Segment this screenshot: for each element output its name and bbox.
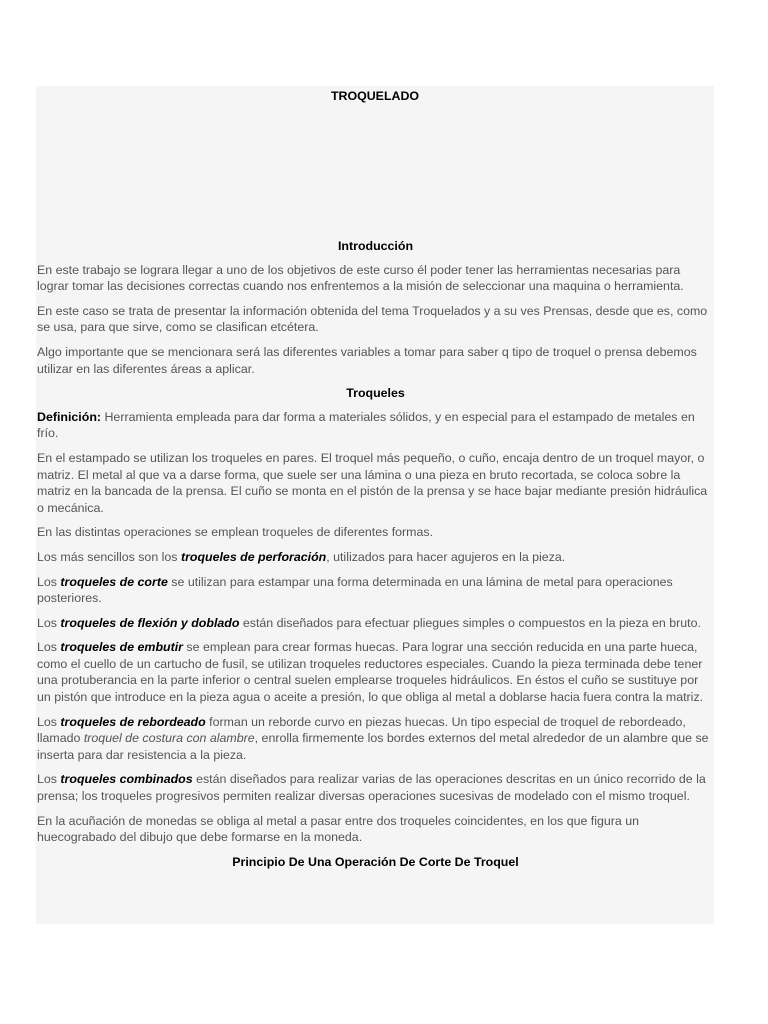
embutir-post: se emplean para crear formas huecas. Para lograr una sección reducida en una parte hueca, como el cuello de un cartucho de fusil, se utilizan troqueles reductores especiales. Cuando la pieza terminada debe tener una protuberancia en la parte inferior o central suelen emplearse troqueles hidráulicos. En éstos el cuño se sustituye por un pistón que introduce en la pieza agua o aceite a presión, lo que obliga al metal a doblarse hacia fuera contra la matriz. — [37, 640, 704, 705]
distintas-paragraph: En las distintas operaciones se emplean troqueles de diferentes formas. — [37, 525, 434, 540]
perforacion-post: , utilizados para hacer agujeros en la pieza. — [326, 549, 566, 564]
monedas-paragraph: En la acuñación de monedas se obliga al metal a pasar entre dos troqueles coincidentes, en los que figura un huecograbado del dibujo que debe formarse en la moneda. — [37, 813, 640, 845]
intro-heading: Introducción — [337, 239, 414, 253]
flexion-term: troqueles de flexión y doblado — [60, 615, 240, 630]
rebordeado-pre: Los — [37, 714, 61, 729]
troqueles-heading: Troqueles — [346, 386, 405, 401]
perforacion-pre: Los más sencillos son los — [37, 549, 181, 564]
combinados-pre: Los — [37, 772, 61, 787]
document-title: TROQUELADO — [330, 89, 420, 103]
corte-pre: Los — [37, 574, 61, 589]
rebordeado-mid: forman un reborde curvo en piezas huecas. Un tipo especial de troquel de rebordeado, llamado — [37, 714, 686, 746]
embutir-pre: Los — [37, 640, 61, 655]
corte-term: troqueles de corte — [60, 574, 168, 589]
perforacion-term: troqueles de perforación — [180, 549, 327, 564]
rebordeado-italic: troquel de costura con alambre — [83, 731, 255, 746]
perforacion-paragraph — [37, 549, 714, 566]
document-page — [36, 86, 714, 924]
combinados-term: troqueles combinados — [60, 772, 193, 787]
rebordeado-post: , enrolla firmemente los bordes externos del metal alrededor de un alambre que se inserta para dar resistencia a la pieza. — [37, 731, 709, 762]
corte-post: se utilizan para estampar una forma determinada en una lámina de metal para operaciones posteriores. — [37, 574, 673, 606]
rebordeado-term: troqueles de rebordeado — [60, 714, 206, 729]
definition-text: Herramienta empleada para dar forma a materiales sólidos, y en especial para el estampado de metales en frío. — [37, 409, 695, 441]
embutir-paragraph — [37, 639, 714, 705]
definition-paragraph — [37, 409, 714, 442]
embutir-term: troqueles de embutir — [60, 640, 183, 655]
flexion-post: están diseñados para efectuar pliegues simples o compuestos en la pieza en bruto. — [239, 615, 701, 630]
estampado-paragraph: En el estampado se utilizan los troqueles en pares. El troquel más pequeño, o cuño, encaja dentro de un troquel mayor, o matriz. El metal al que va a darse forma, que suele ser una lámina o una pieza en bruto recortada, se coloca sobre la matriz en la bancada de la prensa. El cuño se monta en el pistón de la prensa y se hace bajar mediante presión hidráulica o mecánica. — [37, 450, 708, 515]
intro-paragraph-2: En este caso se trata de presentar la información obtenida del tema Troquelados y a su ves Prensas, desde que es, como se usa, para que sirve, como se clasifican etcétera. — [37, 303, 708, 335]
corte-paragraph — [37, 574, 714, 607]
intro-paragraph-1: En este trabajo se lograra llegar a uno de los objetivos de este curso él poder tener las herramientas necesarias para lograr tomar las decisiones correctas cuando nos enfrentemos a la misión de seleccionar una maquina o herramienta. — [37, 262, 684, 294]
combinados-paragraph — [37, 771, 714, 804]
definition-label: Definición: — [37, 409, 102, 424]
flexion-pre: Los — [37, 615, 61, 630]
intro-paragraph-3: Algo importante que se mencionara será las diferentes variables a tomar para saber q tipo de troquel o prensa debemos utilizar en las diferentes áreas a aplicar. — [37, 344, 697, 376]
flexion-paragraph — [37, 615, 714, 632]
combinados-post: están diseñados para realizar varias de las operaciones descritas en un único recorrido de la prensa; los troqueles progresivos permiten realizar diversas operaciones sucesivas de modelado con el mismo troquel. — [37, 772, 706, 804]
rebordeado-paragraph — [37, 714, 714, 764]
principio-heading: Principio De Una Operación De Corte De Troquel — [232, 854, 519, 869]
document-body — [37, 238, 714, 877]
